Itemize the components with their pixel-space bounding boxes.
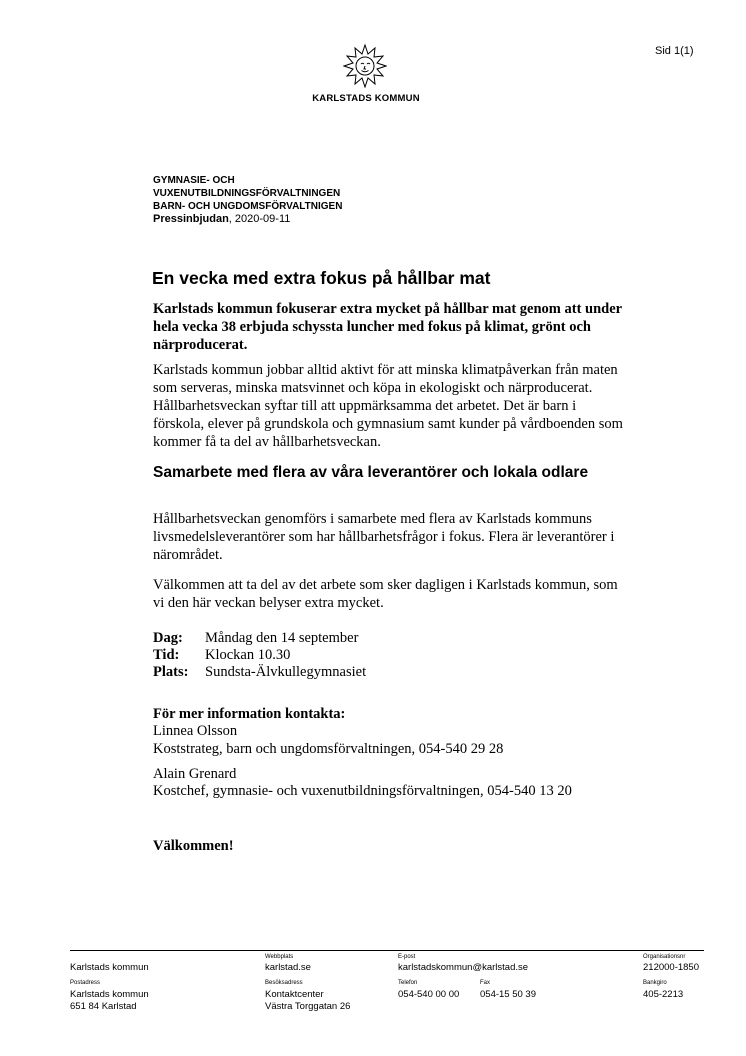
contact-name: Linnea Olsson bbox=[153, 723, 238, 739]
footer-epost: karlstadskommun@karlstad.se bbox=[398, 962, 529, 973]
event-day-row bbox=[153, 630, 358, 647]
main-heading: En vecka med extra fokus på hållbar mat bbox=[152, 268, 491, 288]
footer-postadress-line: 651 84 Karlstad bbox=[70, 1001, 137, 1012]
press-label: Pressinbjudan bbox=[153, 213, 229, 225]
contact-name: Alain Grenard bbox=[153, 766, 237, 782]
body-paragraph: Karlstads kommun jobbar alltid aktivt för att minska klimatpåverkan från maten som serveras, minska matsvinnet och köpa in ekologiskt och närproducerat. Hållbarhetsveckan syftar till att uppmärksamma det arbetet. Det är barn i förskola, elever på grundskola och gymnasium samt kunder på vårdboenden som kommer få ta del av hållbarhetsveckan. bbox=[153, 362, 623, 450]
footer-telefon-label: Telefon bbox=[398, 980, 418, 986]
department-line: VUXENUTBILDNINGSFÖRVALTNINGEN bbox=[153, 188, 341, 199]
event-place-row bbox=[153, 664, 366, 681]
press-date: , 2020-09-11 bbox=[228, 213, 291, 225]
footer-orgnr-label: Organisationsnr bbox=[643, 954, 686, 960]
body-paragraph: Välkommen att ta del av det arbete som sker dagligen i Karlstads kommun, som vi den här veckan belyser extra mycket. bbox=[153, 577, 618, 611]
footer-bankgiro: 405-2213 bbox=[643, 989, 684, 1000]
footer-bankgiro-label: Bankgiro bbox=[643, 980, 667, 986]
footer-fax-label: Fax bbox=[480, 980, 491, 986]
sun-face-icon bbox=[343, 44, 387, 88]
footer-epost-label: E-post bbox=[398, 954, 416, 960]
footer-webbplats: karlstad.se bbox=[265, 962, 311, 973]
footer-telefon: 054-540 00 00 bbox=[398, 989, 460, 1000]
footer-besok-line: Kontaktcenter bbox=[265, 989, 324, 1000]
footer-besok-line: Västra Torggatan 26 bbox=[265, 1001, 351, 1012]
department-line: BARN- OCH UNGDOMSFÖRVALTNIGEN bbox=[153, 201, 343, 212]
press-line bbox=[153, 213, 342, 226]
footer-webbplats-label: Webbplats bbox=[265, 954, 294, 960]
sub-heading: Samarbete med flera av våra leverantörer och lokala odlare bbox=[153, 464, 589, 481]
contact-heading: För mer information kontakta: bbox=[153, 706, 346, 722]
body-paragraph: Hållbarhetsveckan genomförs i samarbete med flera av Karlstads kommuns livsmedelsleverantörer som har hållbarhetsfrågor i fokus. Flera är leverantörer i närområdet. bbox=[153, 511, 615, 563]
contact-title: Koststrateg, barn och ungdomsförvaltningen, 054-540 29 28 bbox=[153, 741, 504, 757]
department-block bbox=[153, 174, 342, 226]
footer-besok-label: Besöksadress bbox=[265, 980, 303, 986]
department-line: GYMNASIE- OCH bbox=[153, 175, 235, 186]
event-day-value: Måndag den 14 september bbox=[205, 630, 359, 646]
event-time-value: Klockan 10.30 bbox=[205, 647, 291, 663]
event-day-label: Dag: bbox=[153, 630, 183, 646]
footer-orgnr: 212000-1850 bbox=[643, 962, 699, 973]
footer-fax: 054-15 50 39 bbox=[480, 989, 536, 1000]
page-number: Sid 1(1) bbox=[655, 45, 694, 57]
closing-text: Välkommen! bbox=[153, 838, 234, 854]
event-place-value: Sundsta-Älvkullegymnasiet bbox=[205, 664, 367, 680]
footer-postadress-label: Postadress bbox=[70, 980, 101, 986]
footer-postadress-line: Karlstads kommun bbox=[70, 989, 149, 1000]
lead-paragraph: Karlstads kommun fokuserar extra mycket på hållbar mat genom att under hela vecka 38 erbjuda schyssta luncher med fokus på klimat, grönt och närproducerat. bbox=[153, 301, 622, 353]
contact-title: Kostchef, gymnasie- och vuxenutbildningsförvaltningen, 054-540 13 20 bbox=[153, 783, 572, 799]
event-place-label: Plats: bbox=[153, 664, 189, 680]
org-name: KARLSTADS KOMMUN bbox=[312, 93, 420, 104]
footer-divider bbox=[70, 950, 704, 951]
footer-org: Karlstads kommun bbox=[70, 962, 149, 973]
event-time-label: Tid: bbox=[153, 647, 180, 663]
event-time-row bbox=[153, 647, 290, 664]
